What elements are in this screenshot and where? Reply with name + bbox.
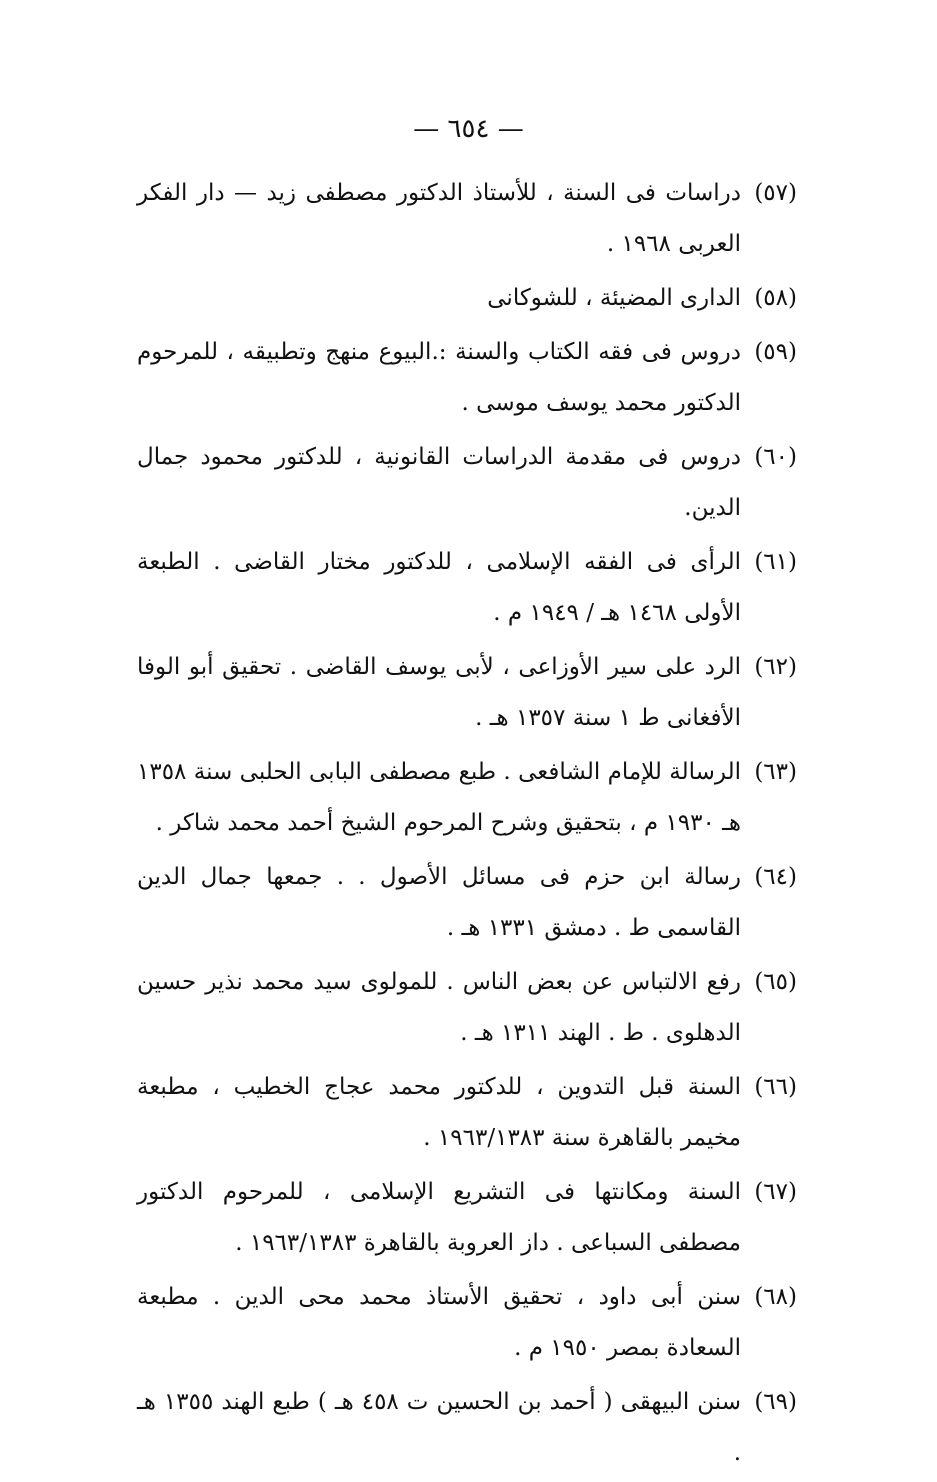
bibliography-entry bbox=[137, 642, 797, 744]
entry-text: سنن البيهقى ( أحمد بن الحسين ت ٤٥٨ هـ ) طبع الهند ١٣٥٥ هـ . bbox=[137, 1389, 741, 1466]
entry-text: رسالة ابن حزم فى مسائل الأصول . . جمعها جمال الدين القاسمى ط . دمشق ١٣٣١ هـ . bbox=[137, 864, 741, 941]
entry-number: (٥٨) bbox=[754, 285, 797, 311]
entry-number: (٦٩) bbox=[754, 1389, 797, 1415]
entry-number: (٦٠) bbox=[754, 444, 797, 470]
entry-number: (٦٧) bbox=[754, 1179, 797, 1205]
entry-text: دراسات فى السنة ، للأستاذ الدكتور مصطفى زيد — دار الفكر العربى ١٩٦٨ . bbox=[137, 180, 741, 257]
bibliography-entry bbox=[137, 327, 797, 429]
bibliography-entry bbox=[137, 168, 797, 270]
bibliography-entry bbox=[137, 1272, 797, 1374]
bibliography-entry bbox=[137, 852, 797, 954]
entry-number: (٦٣) bbox=[754, 759, 797, 785]
entry-number: (٦٨) bbox=[754, 1284, 797, 1310]
entry-text: السنة قبل التدوين ، للدكتور محمد عجاج الخطيب ، مطبعة مخيمر بالقاهرة سنة ١٩٦٣/١٣٨٣ . bbox=[137, 1074, 741, 1151]
entry-text: الرأى فى الفقه الإسلامى ، للدكتور مختار القاضى . الطبعة الأولى ١٤٦٨ هـ / ١٩٤٩ م . bbox=[137, 549, 741, 626]
bibliography-entry bbox=[137, 1062, 797, 1164]
entry-number: (٦١) bbox=[754, 549, 797, 575]
entry-text: السنة ومكانتها فى التشريع الإسلامى ، للمرحوم الدكتور مصطفى السباعى . داز العروبة بالقاهرة ١٩٦٣/١٣٨٣ . bbox=[137, 1179, 741, 1256]
bibliography-list bbox=[137, 168, 797, 1482]
entry-text: دروس فى فقه الكتاب والسنة :.البيوع منهج وتطبيقه ، للمرحوم الدكتور محمد يوسف موسى . bbox=[137, 339, 741, 416]
bibliography-entry bbox=[137, 747, 797, 849]
entry-text: سنن أبى داود ، تحقيق الأستاذ محمد محى الدين . مطبعة السعادة بمصر ١٩٥٠ م . bbox=[137, 1284, 741, 1361]
entry-number: (٦٥) bbox=[754, 969, 797, 995]
entry-text: دروس فى مقدمة الدراسات القانونية ، للدكتور محمود جمال الدين. bbox=[137, 444, 741, 521]
bibliography-entry bbox=[137, 273, 797, 324]
bibliography-entry bbox=[137, 432, 797, 534]
bibliography-entry bbox=[137, 1377, 797, 1479]
bibliography-entry bbox=[137, 1167, 797, 1269]
entry-text: الرد على سير الأوزاعى ، لأبى يوسف القاضى . تحقيق أبو الوفا الأفغانى ط ١ سنة ١٣٥٧ هـ . bbox=[137, 654, 741, 731]
entry-text: رفع الالتباس عن بعض الناس . للمولوى سيد محمد نذير حسين الدهلوى . ط . الهند ١٣١١ هـ . bbox=[137, 969, 741, 1046]
entry-number: (٥٧) bbox=[754, 180, 797, 206]
entry-number: (٦٢) bbox=[754, 654, 797, 680]
page-number: — ٦٥٤ — bbox=[413, 114, 524, 144]
entry-text: الرسالة للإمام الشافعى . طبع مصطفى البابى الحلبى سنة ١٣٥٨ هـ ١٩٣٠ م ، بتحقيق وشرح المرحوم الشيخ أحمد محمد شاكر . bbox=[137, 759, 741, 836]
entry-number: (٦٤) bbox=[754, 864, 797, 890]
entry-number: (٦٦) bbox=[754, 1074, 797, 1100]
entry-number: (٥٩) bbox=[754, 339, 797, 365]
bibliography-entry bbox=[137, 957, 797, 1059]
entry-text: الدارى المضيئة ، للشوكانى bbox=[487, 285, 741, 311]
bibliography-entry bbox=[137, 537, 797, 639]
